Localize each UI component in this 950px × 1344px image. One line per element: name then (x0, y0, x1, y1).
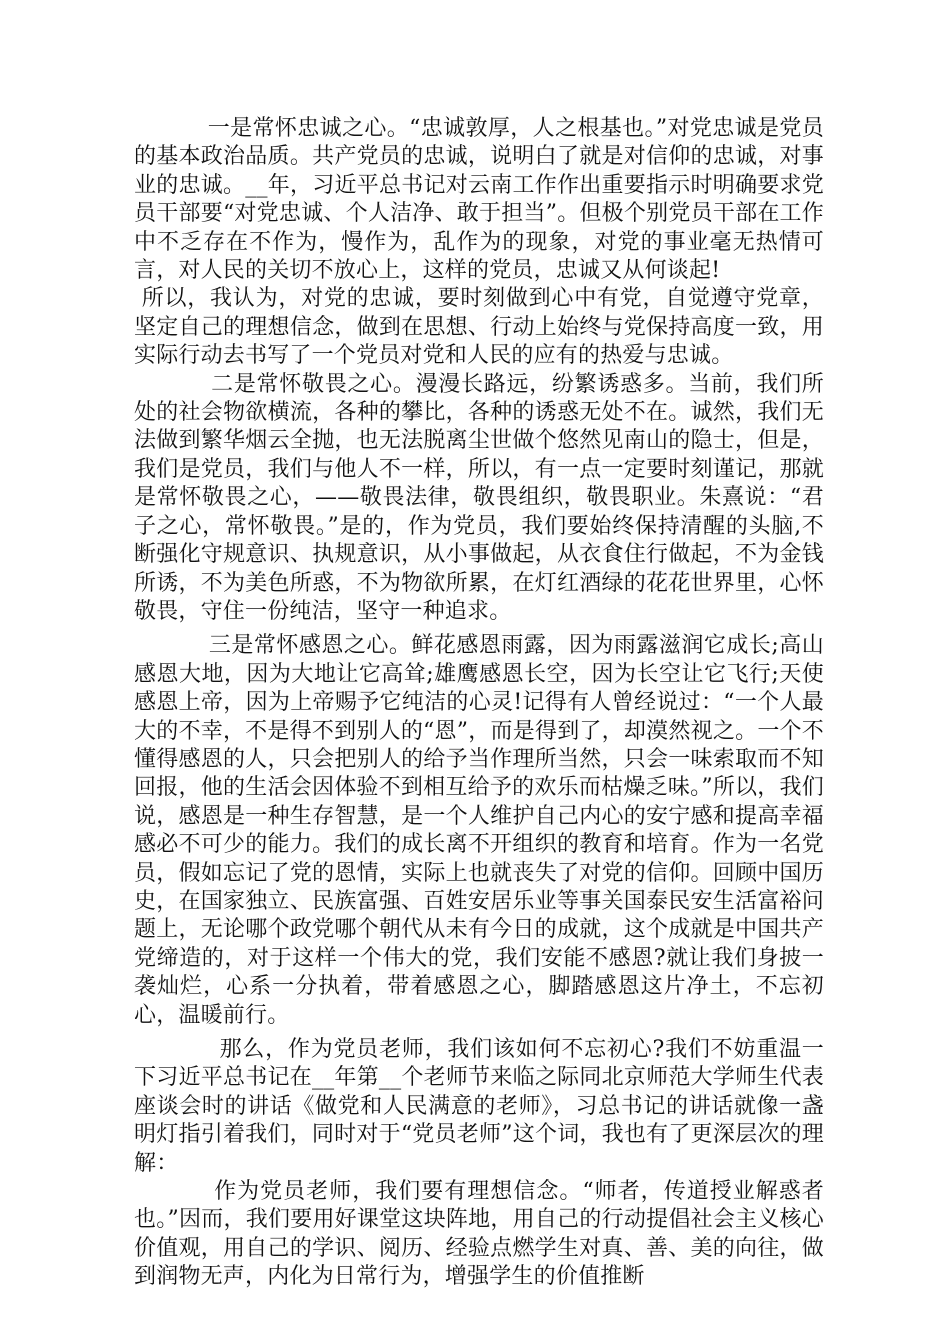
paragraph-reverence: 二是常怀敬畏之心。漫漫长路远，纷繁诱惑多。当前，我们所处的社会物欲横流，各种的攀比，各种的诱惑无处不在。诚然，我们无法做到繁华烟云全抛，也无法脱离尘世做个悠然见南山的隐士，但是，我们是党员，我们与他人不一样，所以，有一点一定要时刻谨记，那就是常怀敬畏之心，——敬畏法律，敬畏组织，敬畏职业。朱熹说：“君子之心，常怀敬畏。”是的，作为党员，我们要始终保持清醒的头脑,不断强化守规意识、执规意识，从小事做起，从衣食住行做起，不为金钱所诱，不为美色所惑，不为物欲所累，在灯红酒绿的花花世界里，心怀敬畏，守住一份纯洁，坚守一种追求。 (134, 371, 825, 624)
paragraph-loyalty-conclusion: 所以，我认为，对党的忠诚，要时刻做到心中有党，自觉遵守党章，坚定自己的理想信念，做到在思想、行动上始终与党保持高度一致，用实际行动去书写了一个党员对党和人民的应有的热爱与忠诚。 (134, 286, 824, 369)
paragraph-ideals: 作为党员老师，我们要有理想信念。“师者，传道授业解惑者也。”因而，我们要用好课堂这块阵地，用自己的行动提倡社会主义核心价值观，用自己的学识、阅历、经验点燃学生对真、善、美的向往，做到润物无声，内化为日常行为，增强学生的价值推断 (134, 1179, 824, 1290)
paragraph-party-teacher: 那么，作为党员老师，我们该如何不忘初心?我们不妨重温一下习近平总书记在__年第__个老师节来临之际同北京师范大学师生代表座谈会时的讲话《做党和人民满意的老师》，习总书记的讲话就像一盏明灯指引着我们，同时对于“党员老师”这个词，我也有了更深层次的理解： (134, 1037, 825, 1176)
paragraph-loyalty: 一是常怀忠诚之心。“忠诚敦厚，人之根基也。”对党忠诚是党员的基本政治品质。共产党员的忠诚，说明白了就是对信仰的忠诚，对事业的忠诚。__年，习近平总书记对云南工作作出重要指示时明确要求党员干部要“对党忠诚、个人洁净、敢于担当”。但极个别党员干部在工作中不乏存在不作为，慢作为，乱作为的现象，对党的事业毫无热情可言，对人民的关切不放心上，这样的党员，忠诚又从何谈起! (134, 116, 825, 284)
document-body (134, 115, 824, 1292)
paragraph-gratitude: 三是常怀感恩之心。鲜花感恩雨露，因为雨露滋润它成长;高山感恩大地，因为大地让它高耸;雄鹰感恩长空，因为长空让它飞行;天使感恩上帝，因为上帝赐予它纯洁的心灵!记得有人曾经说过：“一个人最大的不幸，不是得不到别人的“恩”，而是得到了，却漠然视之。一个不懂得感恩的人，只会把别人的给予当作理所当然，只会一味索取而不知回报，他的生活会因体验不到相互给予的欢乐而枯燥乏味。”所以，我们说，感恩是一种生存智慧，是一个人维护自己内心的安宁感和提高幸福感必不可少的能力。我们的成长离不开组织的教育和培育。作为一名党员，假如忘记了党的恩情，实际上也就丧失了对党的信仰。回顾中国历史，在国家独立、民族富强、百姓安居乐业等事关国泰民安生活富裕问题上，无论哪个政党哪个朝代从未有今日的成就，这个成就是中国共产党缔造的，对于这样一个伟大的党，我们安能不感恩?就让我们身披一袭灿烂，心系一分执着，带着感恩之心，脚踏感恩这片净土，不忘初心，温暖前行。 (134, 633, 824, 1028)
